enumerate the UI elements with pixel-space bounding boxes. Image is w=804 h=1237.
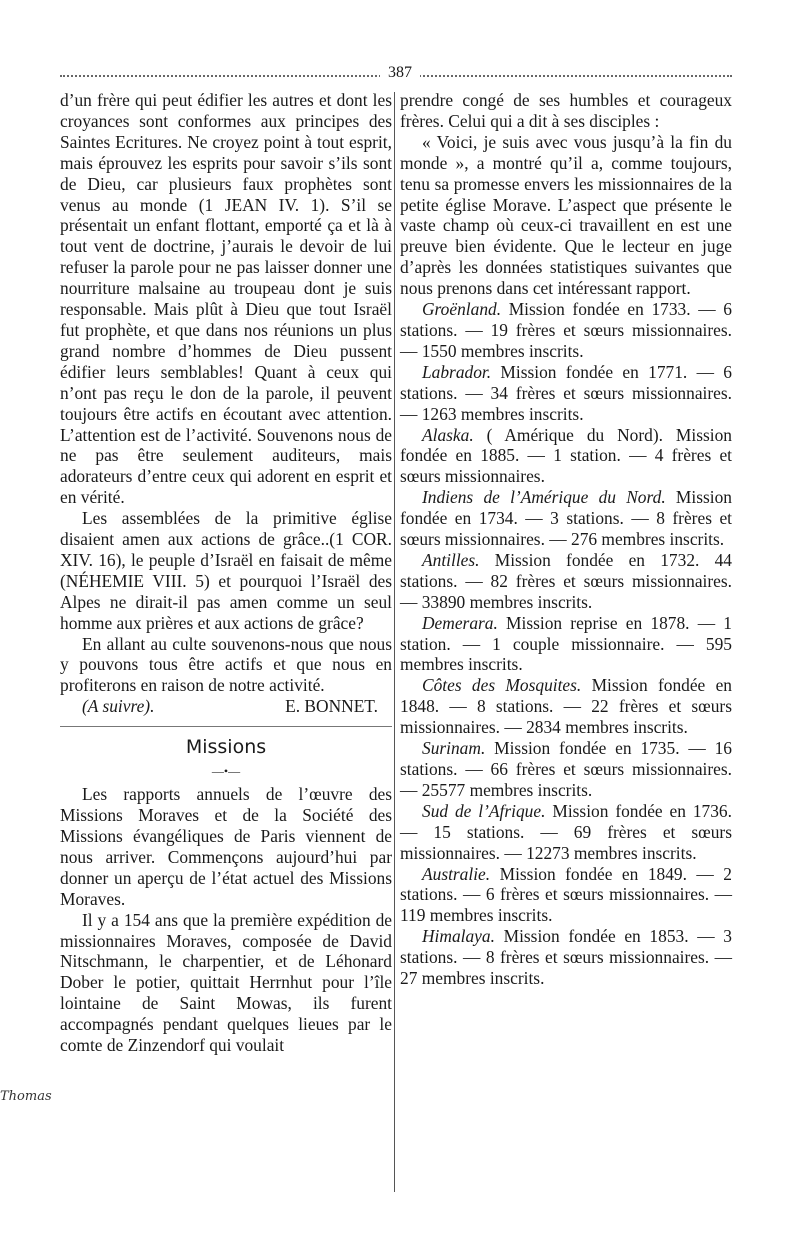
- column-divider: [394, 92, 395, 1192]
- mission-entry: [400, 926, 732, 989]
- mission-entry: [400, 425, 732, 488]
- body-paragraph: « Voici, je suis avec vous jusqu’à la fin du monde », a montré qu’il a, comme toujours, tenu sa promesse envers les missionnaires de la petite église Morave. L’aspect que présente le vaste champ où ceux-ci travaillent en est une preuve bien évidente. Que le lecteur en juge d’après les données statistiques suivantes que nous prenons dans cet intéressant rapport.: [400, 131, 732, 299]
- mission-details: Mission fondée en 1735. — 16 stations. — 66 frères et sœurs missionnaires. — 25577 membres inscrits.: [400, 738, 732, 800]
- mission-name: Labrador.: [422, 361, 492, 382]
- mission-name: Demerara.: [422, 612, 498, 633]
- page-number: 387: [380, 62, 420, 84]
- mission-entry: [400, 738, 732, 801]
- mission-name: Antilles.: [422, 549, 480, 570]
- continuation-note: (A suivre).: [82, 696, 155, 717]
- left-column: [60, 90, 392, 1056]
- mission-entry: [400, 550, 732, 613]
- mission-entry: [400, 675, 732, 738]
- mission-entry: [400, 362, 732, 425]
- section-divider: [60, 726, 392, 727]
- body-paragraph: Il y a 154 ans que la première expédition de missionnaires Moraves, composée de David Nitschmann, le charpentier, et de Léhonard Dober le potier, quittait Herrnhut pour l’île lointaine de Saint Mowas, ils furent accompagnés pendant quelques lieues par le comte de Zinzendorf qui voulait: [60, 909, 392, 1056]
- mission-entry: [400, 299, 732, 362]
- missions-list: [400, 299, 732, 989]
- mission-details: Mission fondée en 1733. — 6 stations. — 19 frères et sœurs missionnaires. — 1550 membres inscrits.: [400, 299, 732, 361]
- title-ornament: —•—: [211, 764, 241, 779]
- body-paragraph: d’un frère qui peut édifier les autres et dont les croyances sont conformes aux principes des Saintes Ecritures. Ne croyez point à tout esprit, mais éprouvez les esprits pour savoir s’ils sont de Dieu, car plusieurs faux prophètes sont venus au monde (1 JEAN IV. 1). S’il se présentait un enfant flottant, emporté ça et là à tout vent de doctrine, j’aurais le devoir de lui refuser la parole pour ne pas laisser donner une nourriture malsaine au troupeau dont je suis responsable. Mais plût à Dieu que tout Israël fut prophète, et que dans nos réunions un plus grand nombre d’hommes de Dieu pussent édifier leurs semblables! Quant à ceux qui n’ont pas reçu le don de la parole, il peuvent toujours être actifs en écoutant avec attention. L’attention est de l’activité. Souvenons nous de ne pas être seulement auditeurs, mais adorateurs d’entre ceux qui adorent en esprit et en vérité.: [60, 90, 392, 508]
- signature-line: [60, 696, 392, 717]
- mission-details: ( Amérique du Nord). Mission fondée en 1885. — 1 station. — 4 frères et sœurs missionnaires.: [400, 424, 732, 487]
- mission-name: Sud de l’Afrique.: [422, 800, 546, 821]
- body-paragraph: Les rapports annuels de l’œuvre des Missions Moraves et de la Société des Missions évangéliques de Paris viennent de nous arriver. Commençons aujourd’hui par donner un aperçu de l’état actuel des Missions Moraves.: [60, 784, 392, 909]
- mission-details: Mission fondée en 1771. — 6 stations. — 34 frères et sœurs missionnaires. — 1263 membres inscrits.: [400, 361, 732, 424]
- mission-details: Mission fondée en 1736. — 15 stations. — 69 frères et sœurs missionnaires. — 12273 membres inscrits.: [400, 800, 732, 863]
- mission-entry: [400, 864, 732, 927]
- mission-name: Indiens de l’Amérique du Nord.: [422, 487, 666, 508]
- margin-handwritten-note: Thomas: [0, 1089, 52, 1104]
- mission-name: Australie.: [422, 863, 491, 884]
- mission-details: Mission reprise en 1878. — 1 station. — 1 couple missionnaire. — 595 membres inscrits.: [400, 612, 732, 675]
- mission-details: Mission fondée en 1732. 44 stations. — 82 frères et sœurs missionnaires. — 33890 membres inscrits.: [400, 549, 732, 612]
- author-signature: E. BONNET.: [285, 696, 378, 717]
- body-paragraph: Les assemblées de la primitive église disaient amen aux actions de grâce..(1 COR. XIV. 16), le peuple d’Israël en faisait de même (NÉHEMIE VIII. 5) et pourquoi l’Israël des Alpes ne dirait-il pas amen comme un seul homme aux prières et aux actions de grâce?: [60, 508, 392, 633]
- mission-details: Mission fondée en 1848. — 8 stations. — 22 frères et sœurs missionnaires. — 2834 membres inscrits.: [400, 675, 733, 738]
- page-header: [60, 62, 732, 84]
- mission-entry: [400, 801, 732, 864]
- section-title: Missions: [185, 736, 267, 759]
- right-column: [400, 90, 732, 989]
- mission-name: Surinam.: [422, 738, 486, 759]
- mission-details: Mission fondée en 1734. — 3 stations. — 8 frères et sœurs missionnaires. — 276 membres inscrits.: [400, 487, 732, 550]
- mission-details: Mission fondée en 1849. — 2 stations. — 6 frères et sœurs missionnaires. — 119 membres inscrits.: [400, 863, 732, 926]
- body-paragraph: En allant au culte souvenons-nous que nous y pouvons tous être actifs et que nous en profiterons en raison de notre activité.: [60, 633, 392, 696]
- mission-name: Côtes des Mosquites.: [422, 675, 582, 696]
- mission-entry: [400, 487, 732, 550]
- mission-name: Groënland.: [422, 299, 502, 320]
- body-paragraph: prendre congé de ses humbles et courageux frères. Celui qui a dit à ses disciples :: [400, 90, 732, 131]
- mission-details: Mission fondée en 1853. — 3 stations. — 8 frères et sœurs missionnaires. — 27 membres inscrits.: [400, 926, 732, 989]
- mission-entry: [400, 613, 732, 676]
- mission-name: Himalaya.: [422, 926, 495, 947]
- mission-name: Alaska.: [422, 424, 474, 445]
